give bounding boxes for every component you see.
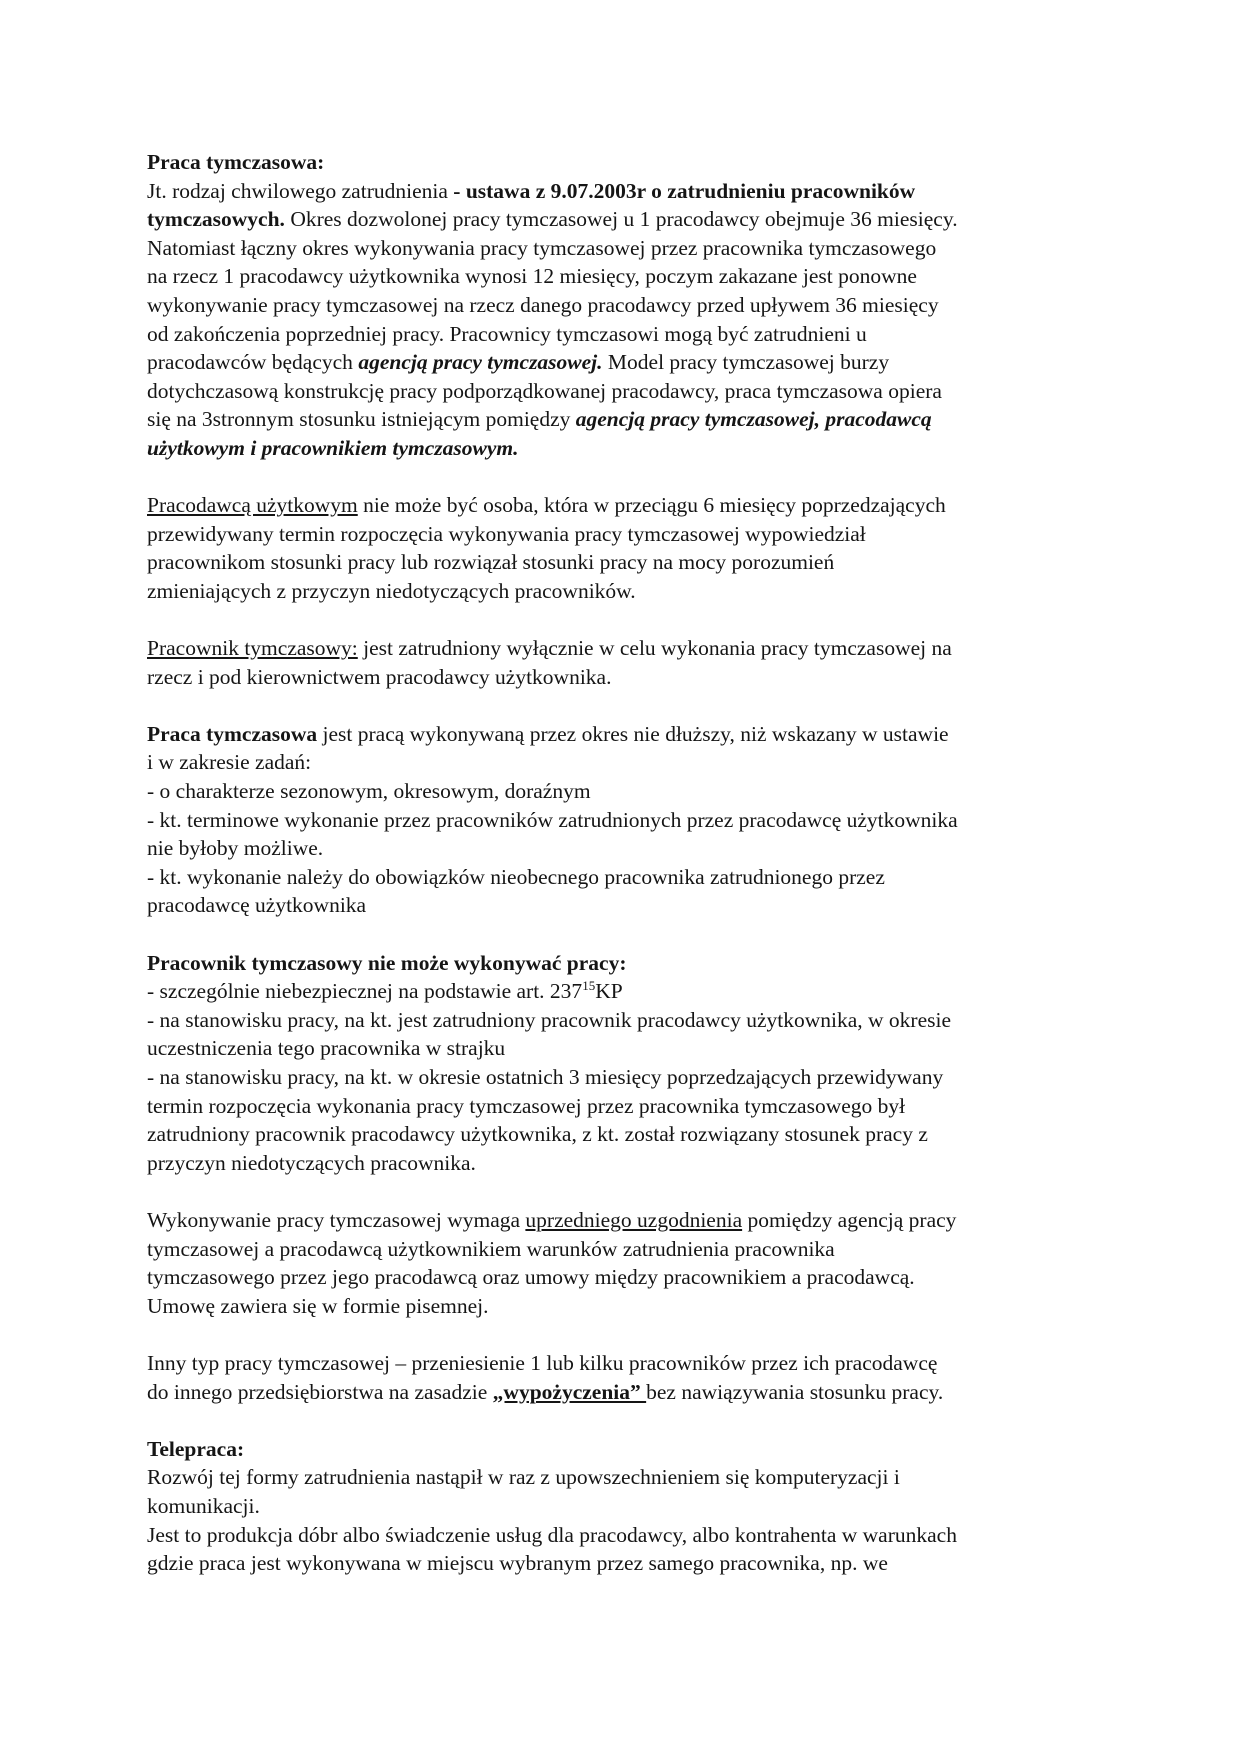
underlined-term: Pracodawcą użytkowym	[147, 493, 358, 518]
paragraph-line	[147, 720, 1092, 749]
section-temporary-worker	[147, 634, 1092, 691]
list-item	[147, 977, 1092, 1006]
paragraph-line	[147, 348, 1092, 377]
paragraph-line: Natomiast łączny okres wykonywania pracy tymczasowej przez pracownika tymczasowego	[147, 235, 937, 260]
document-page	[147, 148, 1092, 1606]
paragraph-line: rzecz i pod kierownictwem pracodawcy użytkownika.	[147, 664, 612, 689]
section-temporary-work-scope	[147, 720, 1092, 920]
paragraph-line: tymczasowej a pracodawcą użytkownikiem warunków zatrudnienia pracownika	[147, 1236, 835, 1261]
paragraph-line: zmieniających z przyczyn niedotyczących pracowników.	[147, 578, 636, 603]
paragraph-line: gdzie praca jest wykonywana w miejscu wybranym przez samego pracownika, np. we	[147, 1551, 888, 1576]
paragraph-line	[147, 634, 1092, 663]
section-heading: Pracownik tymczasowy nie może wykonywać pracy:	[147, 950, 627, 975]
paragraph-line	[147, 405, 1092, 434]
text-span: bez nawiązywania stosunku pracy.	[646, 1379, 944, 1404]
bold-text: - ustawa z 9.07.2003r o zatrudnieniu pracowników	[453, 178, 916, 203]
text-span: jest zatrudniony wyłącznie w celu wykonania pracy tymczasowej na	[357, 636, 952, 661]
section-heading: Praca tymczasowa:	[147, 150, 325, 174]
paragraph-line	[147, 177, 1092, 206]
list-item: - kt. wykonanie należy do obowiązków nieobecnego pracownika zatrudnionego przez	[147, 864, 885, 889]
underlined-term: Pracownik tymczasowy:	[147, 636, 358, 661]
paragraph-line: wykonywanie pracy tymczasowej na rzecz danego pracodawcy przed upływem 36 miesięcy	[147, 292, 939, 317]
paragraph-line	[147, 1378, 1092, 1407]
paragraph-line: dotychczasową konstrukcję pracy podporządkowanej pracodawcy, praca tymczasowa opiera	[147, 378, 942, 403]
section-prohibited-work	[147, 949, 1092, 1178]
superscript: 15	[582, 978, 596, 994]
section-user-employer	[147, 491, 1092, 605]
section-temporary-work	[147, 148, 1092, 463]
text-span: nie może być osoba, która w przeciągu 6 miesięcy poprzedzających	[357, 493, 946, 518]
paragraph-line	[147, 205, 1092, 234]
paragraph-line	[147, 491, 1092, 520]
text-span: Wykonywanie pracy tymczasowej wymaga	[147, 1207, 526, 1232]
paragraph-line: termin rozpoczęcia wykonania pracy tymczasowej przez pracownika tymczasowego był	[147, 1093, 906, 1118]
bold-text: tymczasowych.	[147, 207, 285, 232]
paragraph-line	[147, 1206, 1092, 1235]
paragraph-line: od zakończenia poprzedniej pracy. Pracownicy tymczasowi mogą być zatrudnieni u	[147, 321, 867, 346]
underlined-bold-term: „wypożyczenia”	[492, 1379, 647, 1404]
paragraph-line: Jest to produkcja dóbr albo świadczenie usług dla pracodawcy, albo kontrahenta w warunkach	[147, 1522, 957, 1547]
section-telework	[147, 1435, 1092, 1578]
text-span: pracodawców będących	[147, 350, 359, 375]
section-heading: Telepraca:	[147, 1436, 245, 1461]
text-span: - szczególnie niebezpiecznej na podstawie art. 237	[147, 979, 583, 1004]
bold-italic-text: agencją pracy tymczasowej.	[358, 350, 603, 375]
list-item: - kt. terminowe wykonanie przez pracowników zatrudnionych przez pracodawcę użytkownika	[147, 807, 958, 832]
text-span: Jt. rodzaj chwilowego zatrudnienia	[147, 178, 454, 203]
text-span: Model pracy tymczasowej burzy	[602, 350, 890, 375]
paragraph-line: przyczyn niedotyczących pracownika.	[147, 1150, 476, 1175]
paragraph-line: Rozwój tej formy zatrudnienia nastąpił w raz z upowszechnieniem się komputeryzacji i	[147, 1465, 900, 1490]
bold-term: Praca tymczasowa	[147, 721, 318, 746]
bold-italic-text: agencją pracy tymczasowej, pracodawcą	[575, 407, 932, 432]
text-span: się na 3stronnym stosunku istniejącym pomiędzy	[147, 407, 576, 432]
text-span: jest pracą wykonywaną przez okres nie dłuższy, niż wskazany w ustawie	[317, 721, 949, 746]
text-span: pomiędzy agencją pracy	[742, 1207, 957, 1232]
paragraph-line: zatrudniony pracownik pracodawcy użytkownika, z kt. został rozwiązany stosunek pracy z	[147, 1122, 928, 1147]
text-span: Okres dozwolonej pracy tymczasowej u 1 pracodawcy obejmuje 36 miesięcy.	[284, 207, 958, 232]
text-span: do innego przedsiębiorstwa na zasadzie	[147, 1379, 493, 1404]
paragraph-line: Inny typ pracy tymczasowej – przeniesienie 1 lub kilku pracowników przez ich pracodawcę	[147, 1350, 938, 1375]
list-item: - na stanowisku pracy, na kt. w okresie ostatnich 3 miesięcy poprzedzających przewidywany	[147, 1065, 944, 1089]
section-prior-agreement	[147, 1206, 1092, 1320]
text-span: KP	[595, 979, 623, 1004]
paragraph-line: komunikacji.	[147, 1493, 260, 1518]
paragraph-line: pracodawcę użytkownika	[147, 893, 367, 918]
paragraph-line: pracownikom stosunki pracy lub rozwiązał stosunki pracy na mocy porozumień	[147, 550, 835, 575]
paragraph-line: na rzecz 1 pracodawcy użytkownika wynosi 12 miesięcy, poczym zakazane jest ponowne	[147, 264, 917, 289]
paragraph-line: tymczasowego przez jego pracodawcą oraz umowy między pracownikiem a pracodawcą.	[147, 1265, 915, 1290]
section-worker-lending	[147, 1349, 1092, 1406]
list-item: - o charakterze sezonowym, okresowym, doraźnym	[147, 779, 591, 804]
paragraph-line: nie byłoby możliwe.	[147, 836, 324, 861]
paragraph-line: i w zakresie zadań:	[147, 750, 312, 775]
underlined-term: uprzedniego uzgodnienia	[525, 1207, 743, 1232]
paragraph-line: Umowę zawiera się w formie pisemnej.	[147, 1293, 489, 1318]
paragraph-line: uczestniczenia tego pracownika w strajku	[147, 1036, 506, 1061]
paragraph-line: użytkowym i pracownikiem tymczasowym.	[147, 435, 519, 460]
paragraph-line: przewidywany termin rozpoczęcia wykonywania pracy tymczasowej wypowiedział	[147, 521, 866, 546]
list-item: - na stanowisku pracy, na kt. jest zatrudniony pracownik pracodawcy użytkownika, w okresie	[147, 1007, 952, 1032]
